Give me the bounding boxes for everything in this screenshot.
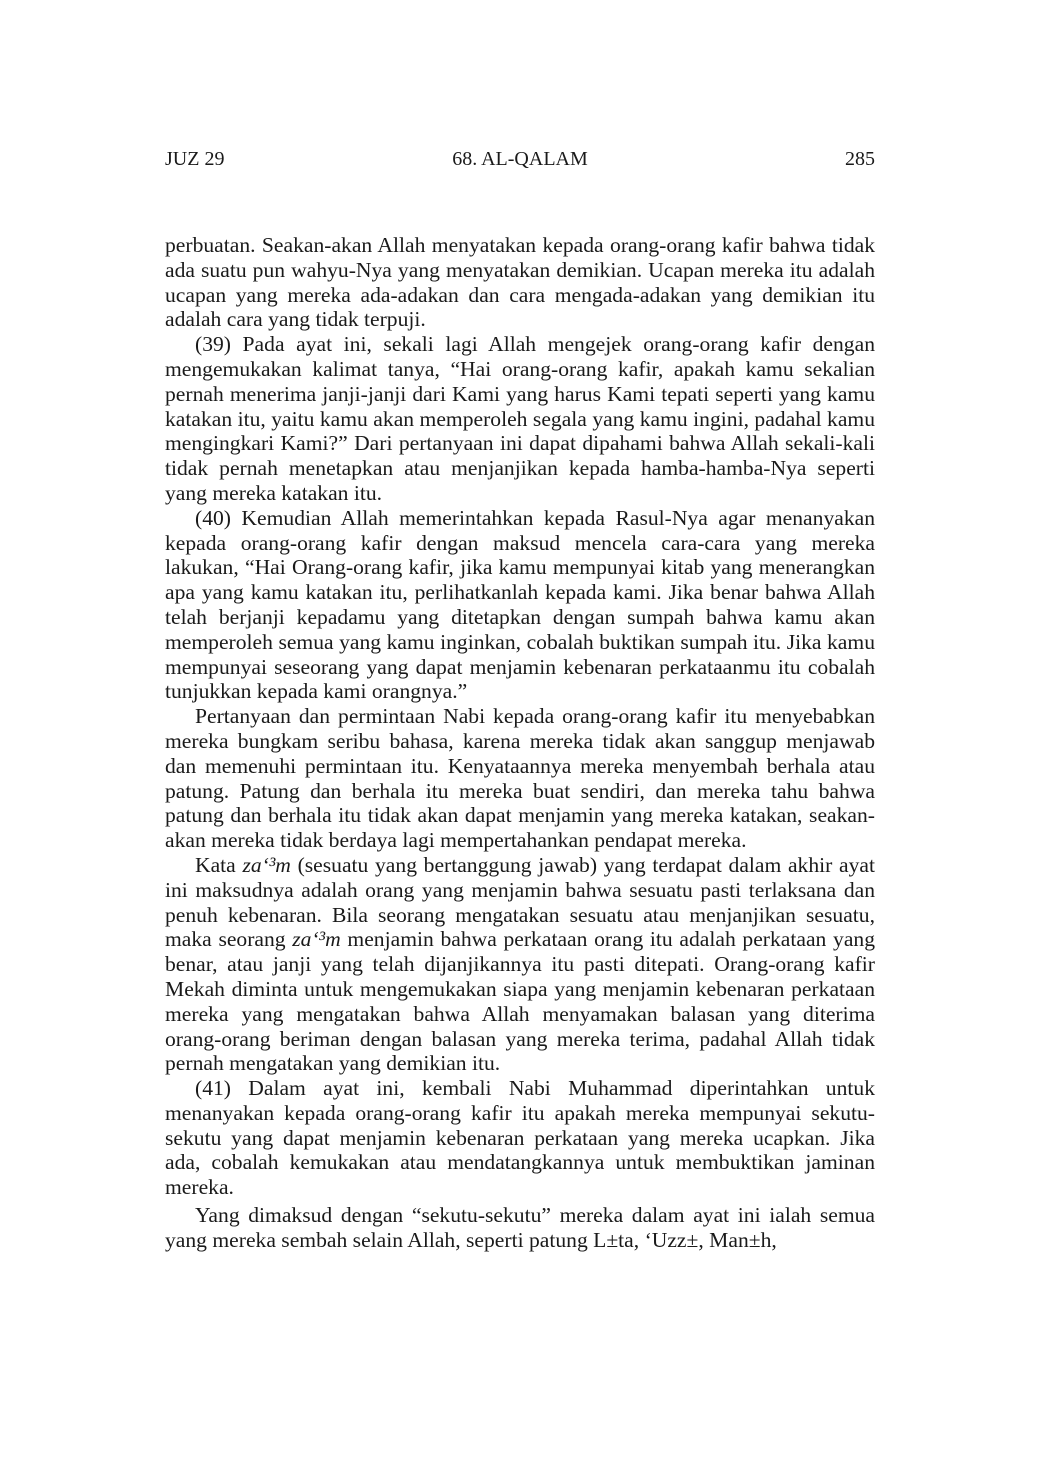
paragraph-verse-41: (41) Dalam ayat ini, kembali Nabi Muhammad diperintahkan untuk menanyakan kepada orang-orang kafir itu apakah mereka mempunyai sekutu-sekutu yang dapat menjamin kebenaran perkataan yang mereka ucapkan. Jika ada, cobalah kemukakan atau mendatangkannya untuk membuktikan jaminan mereka.	[165, 1076, 875, 1200]
text-segment: menjamin bahwa perkataan orang itu adalah perkataan yang benar, atau janji yang telah dijanjikannya itu pasti ditepati. Orang-orang kafir Mekah diminta untuk mengemukakan siapa yang menjamin kebenaran perkataan mereka yang mengatakan bahwa Allah menyamakan balasan yang diterima orang-orang beriman dengan balasan yang mereka terima, padahal Allah tidak pernah mengatakan yang demikian itu.	[165, 927, 875, 1076]
text-segment: (sesuatu yang bertanggung jawab) yang terdapat dalam akhir ayat ini maksudnya adalah orang yang menjamin bahwa sesuatu pasti terlaksana dan penuh kebenaran. Bila seorang mengatakan sesuatu atau menjanjikan sesuatu, maka seorang	[165, 852, 875, 952]
surah-title: 68. AL-QALAM	[452, 148, 588, 170]
juz-label: JUZ 29	[165, 148, 225, 170]
page-number: 285	[845, 148, 875, 170]
arabic-term: za‘³m	[242, 852, 291, 877]
paragraph-verse-39: (39) Pada ayat ini, sekali lagi Allah mengejek orang-orang kafir dengan mengemukakan kalimat tanya, “Hai orang-orang kafir, apakah kamu sekalian pernah menerima janji-janji dari Kami yang harus Kami tepati seperti yang kamu katakan itu, yaitu kamu akan memperoleh segala yang kamu ingini, padahal kamu mengingkari Kami?” Dari pertanyaan ini dapat dipahami bahwa Allah sekali-kali tidak pernah menetapkan atau menjanjikan kepada hamba-hamba-Nya seperti yang mereka katakan itu.	[165, 332, 875, 505]
paragraph-1: perbuatan. Seakan-akan Allah menyatakan kepada orang-orang kafir bahwa tidak ada suatu pun wahyu-Nya yang menyatakan demikian. Ucapan mereka itu adalah ucapan yang mereka ada-adakan dan cara mengada-adakan yang demikian itu adalah cara yang tidak terpuji.	[165, 233, 875, 332]
paragraph-zaim	[165, 853, 875, 1076]
running-header	[165, 146, 875, 176]
paragraph-4: Pertanyaan dan permintaan Nabi kepada orang-orang kafir itu menyebabkan mereka bungkam seribu bahasa, karena mereka tidak akan sanggup menjawab dan memenuhi permintaan itu. Kenyataannya mereka menyembah berhala atau patung. Patung dan berhala itu mereka buat sendiri, dan mereka tahu bahwa patung dan berhala itu tidak akan dapat menjamin yang mereka katakan, seakan-akan mereka tidak berdaya lagi mempertahankan pendapat mereka.	[165, 704, 875, 853]
text-segment: Kata	[195, 852, 243, 877]
page-body	[165, 233, 875, 1253]
paragraph-verse-40: (40) Kemudian Allah memerintahkan kepada Rasul-Nya agar menanyakan kepada orang-orang kafir dengan maksud mencela cara-cara yang mereka lakukan, “Hai Orang-orang kafir, jika kamu mempunyai kitab yang menerangkan apa yang kamu katakan itu, perlihatkanlah kepada kami. Jika benar bahwa Allah telah berjanji kepadamu yang ditetapkan dengan sumpah bahwa kamu akan memperoleh semua yang kamu inginkan, cobalah buktikan sumpah itu. Jika kamu mempunyai seseorang yang dapat menjamin kebenaran perkataanmu itu cobalah tunjukkan kepada kami orangnya.”	[165, 505, 875, 704]
arabic-term: za‘³m	[292, 927, 341, 952]
paragraph-7: Yang dimaksud dengan “sekutu-sekutu” mereka dalam ayat ini ialah semua yang mereka sembah selain Allah, seperti patung L±ta, ‘Uzz±, Man±h,	[165, 1203, 875, 1252]
